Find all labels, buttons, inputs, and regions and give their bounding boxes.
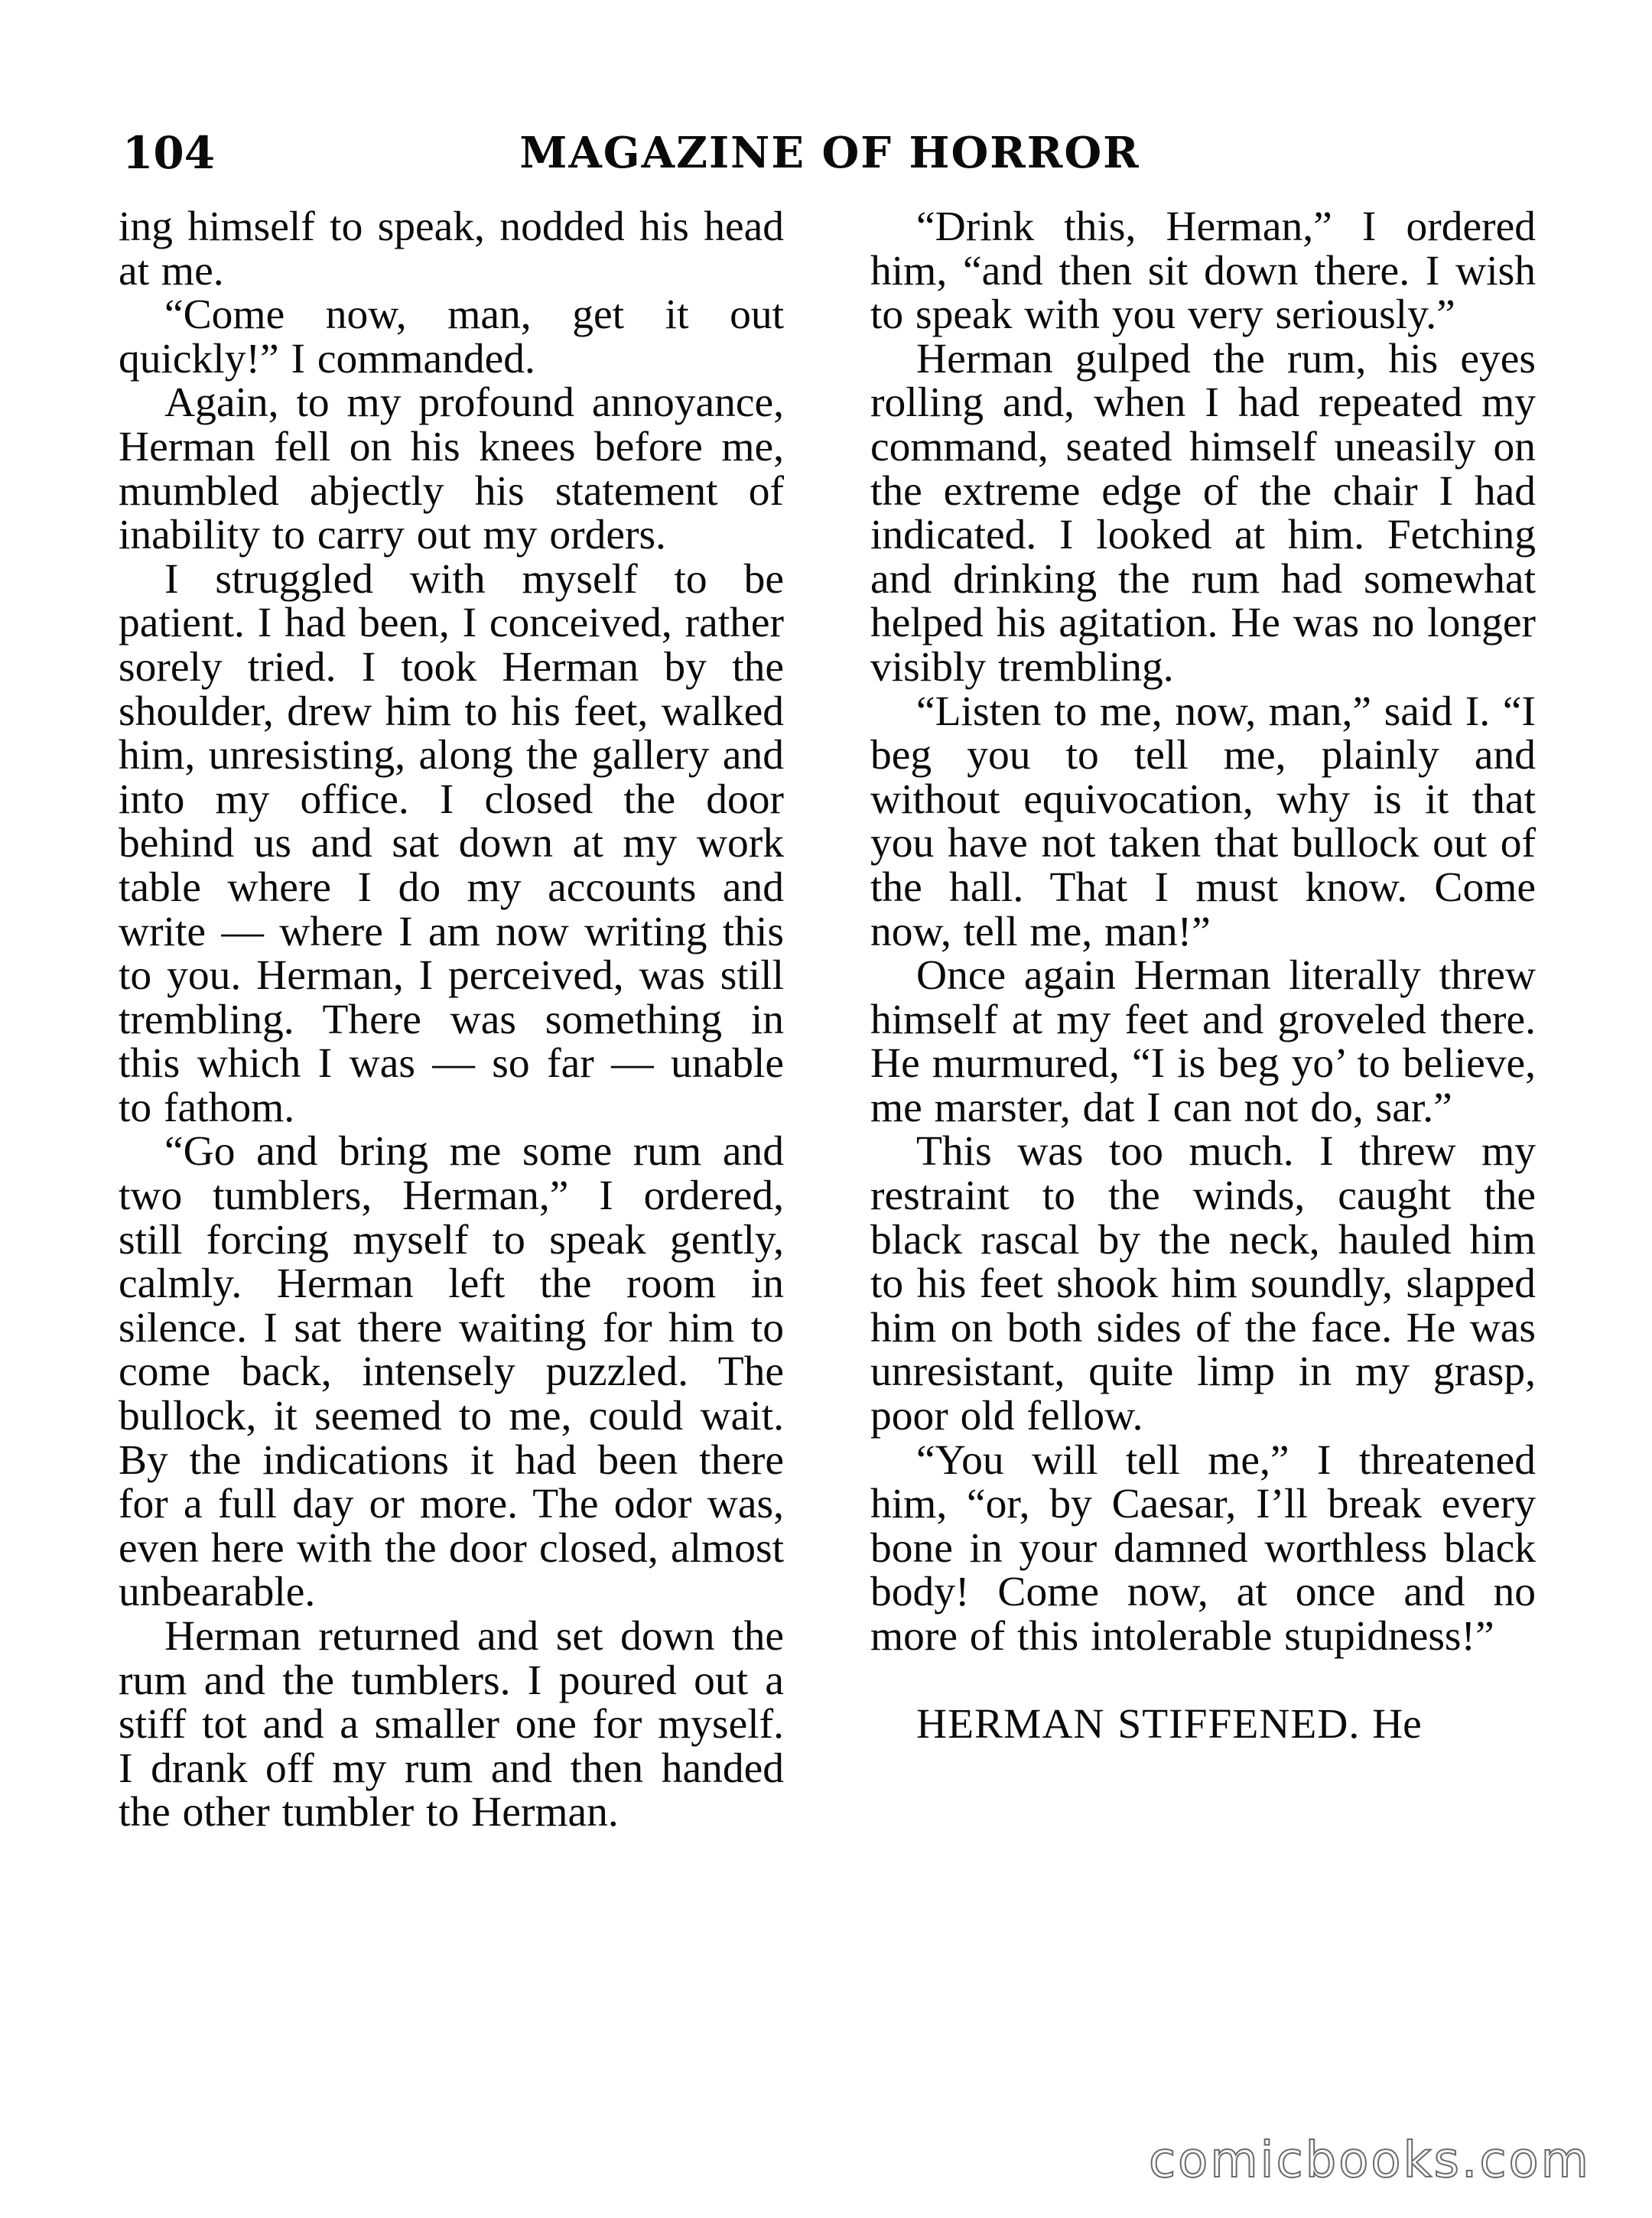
paragraph: This was too much. I threw my restraint to the winds, caught the black rascal by the neck, hauled him to his feet shook him soundly, slapped him on both sides of the face. He was unresistant, quite limp in my grasp, poor old fellow. bbox=[870, 1128, 1536, 1440]
paragraph: “You will tell me,” I threatened him, “or, by Caesar, I’ll break every bone in your damned worthless black body! Come now, at once and no more of this intolerable stupidness!” bbox=[870, 1436, 1536, 1660]
paragraph: ing himself to speak, nodded his head at me. bbox=[119, 203, 784, 294]
section-start-text: He bbox=[1360, 1701, 1422, 1748]
paragraph: Herman returned and set down the rum and the tumblers. I poured out a stiff tot and a smaller one for myself. I drank off my rum and then handed the other tumbler to Herman. bbox=[119, 1613, 784, 1836]
page-number: 104 bbox=[122, 127, 216, 179]
page-header bbox=[122, 122, 1537, 184]
section-start-paragraph bbox=[870, 1703, 1536, 1747]
running-head: MAGAZINE OF HORROR bbox=[519, 128, 1140, 178]
paragraph: Herman gulped the rum, his eyes rolling and, when I had repeated my command, seated himself uneasily on the extreme edge of the chair I had indicated. I looked at him. Fetching and drinking the rum had somewhat helped his agitation. He was no longer visibly trembling. bbox=[870, 335, 1536, 691]
paragraph: I struggled with myself to be patient. I had been, I conceived, rather sorely tried. I took Herman by the shoulder, drew him to his feet, walked him, unresisting, along the gallery and into my office. I closed the door behind us and sat down at my work table where I do my accounts and write — where I am now writing this to you. Herman, I perceived, was still trembling. There was something in this which I was — so far — unable to fathom. bbox=[119, 555, 784, 1131]
left-column bbox=[119, 205, 784, 1835]
paragraph: “Come now, man, get it out quickly!” I commanded. bbox=[119, 291, 784, 382]
paragraph: “Go and bring me some rum and two tumblers, Herman,” I ordered, still forcing myself to speak gently, calmly. Herman left the room in silence. I sat there waiting for him to come back, intensely puzzled. The bullock, it seemed to me, could wait. By the indications it had been there for a full day or more. The odor was, even here with the door closed, almost unbearable. bbox=[119, 1128, 784, 1616]
paragraph: Once again Herman literally threw himself at my feet and groveled there. He murmured, “I is beg yo’ to believe, me marster, dat I can not do, sar.” bbox=[870, 952, 1536, 1131]
paragraph: “Listen to me, now, man,” said I. “I beg you to tell me, plainly and without equivocation, why is it that you have not taken that bullock out of the hall. That I must know. Come now, tell me, man!” bbox=[870, 688, 1536, 955]
paragraph: Again, to my profound annoyance, Herman fell on his knees before me, mumbled abjectly his statement of inability to carry out my orders. bbox=[119, 379, 784, 559]
watermark: comicbooks.com bbox=[1148, 2132, 1591, 2189]
section-start-caps: HERMAN STIFFENED. bbox=[916, 1701, 1361, 1748]
paragraph: “Drink this, Herman,” I ordered him, “and then sit down there. I wish to speak with you very seriously.” bbox=[870, 203, 1536, 339]
right-column bbox=[870, 205, 1536, 1747]
